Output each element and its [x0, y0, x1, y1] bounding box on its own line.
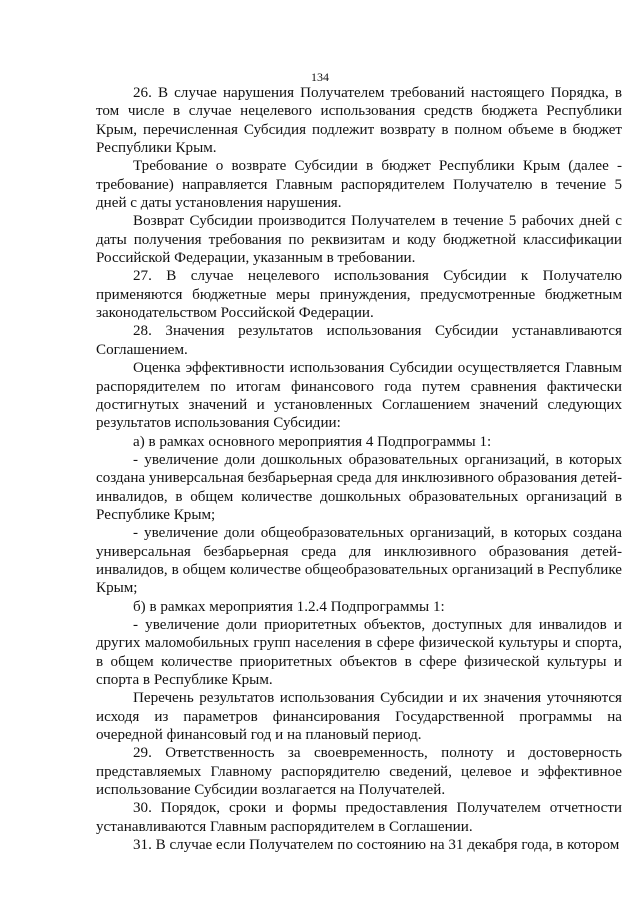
- list-item-a: а) в рамках основного мероприятия 4 Подпрограммы 1:: [133, 433, 492, 450]
- paragraph-29: 29. Ответственность за своевременность, полноту и достоверность представляемых Главному распорядителю сведений, целевое и эффективное использование Субсидии возлагается на Получателей.: [96, 745, 622, 799]
- paragraph-30: 30. Порядок, сроки и формы предоставления Получателем отчетности устанавливаются Главным распорядителем в Соглашении.: [96, 800, 622, 835]
- paragraph-28: 28. Значения результатов использования Субсидии устанавливаются Соглашением.: [96, 323, 622, 358]
- document-body: [96, 84, 622, 854]
- paragraph-27: 27. В случае нецелевого использования Субсидии к Получателю применяются бюджетные меры принуждения, предусмотренные бюджетным законодательством Российской Федерации.: [96, 268, 622, 322]
- page-number: 134: [311, 70, 329, 84]
- list-item-general-education: - увеличение доли общеобразовательных организаций, в которых создана универсальная безбарьерная среда для инклюзивного образования детей-инвалидов, в общем количестве общеобразовательных организаций в Республике Крым;: [96, 525, 622, 597]
- paragraph-results-list: Перечень результатов использования Субсидии и их значения уточняются исходя из параметров финансирования Государственной программы на очередной финансовый год и на плановый период.: [96, 690, 622, 744]
- paragraph-26: 26. В случае нарушения Получателем требований настоящего Порядка, в том числе в случае нецелевого использования средств бюджета Республики Крым, перечисленная Субсидия подлежит возврату в полном объеме в бюджет Республики Крым.: [96, 85, 622, 157]
- paragraph-refund-requirement: Требование о возврате Субсидии в бюджет Республики Крым (далее - требование) направляется Главным распорядителем Получателю в течение 5 дней с даты установления нарушения.: [96, 158, 622, 212]
- list-item-b: б) в рамках мероприятия 1.2.4 Подпрограммы 1:: [133, 598, 445, 615]
- paragraph-efficiency-evaluation: Оценка эффективности использования Субсидии осуществляется Главным распорядителем по итогам финансового года путем сравнения фактически достигнутых значений и установленных Соглашением значений следующих результатов использования Субсидии:: [96, 360, 622, 432]
- list-item-sport-objects: - увеличение доли приоритетных объектов, доступных для инвалидов и других маломобильных групп населения в сфере физической культуры и спорта, в общем количестве приоритетных объектов в сфере физической культуры и спорта в Республике Крым.: [96, 616, 622, 688]
- paragraph-refund-procedure: Возврат Субсидии производится Получателем в течение 5 рабочих дней с даты получения требования по реквизитам и коду бюджетной классификации Российской Федерации, указанным в требовании.: [96, 213, 622, 267]
- list-item-preschool: - увеличение доли дошкольных образовательных организаций, в которых создана универсальная безбарьерная среда для инклюзивного образования детей-инвалидов, в общем количестве дошкольных образовательных организаций в Республике Крым;: [96, 451, 622, 523]
- paragraph-31: 31. В случае если Получателем по состоянию на 31 декабря года, в котором: [133, 837, 620, 854]
